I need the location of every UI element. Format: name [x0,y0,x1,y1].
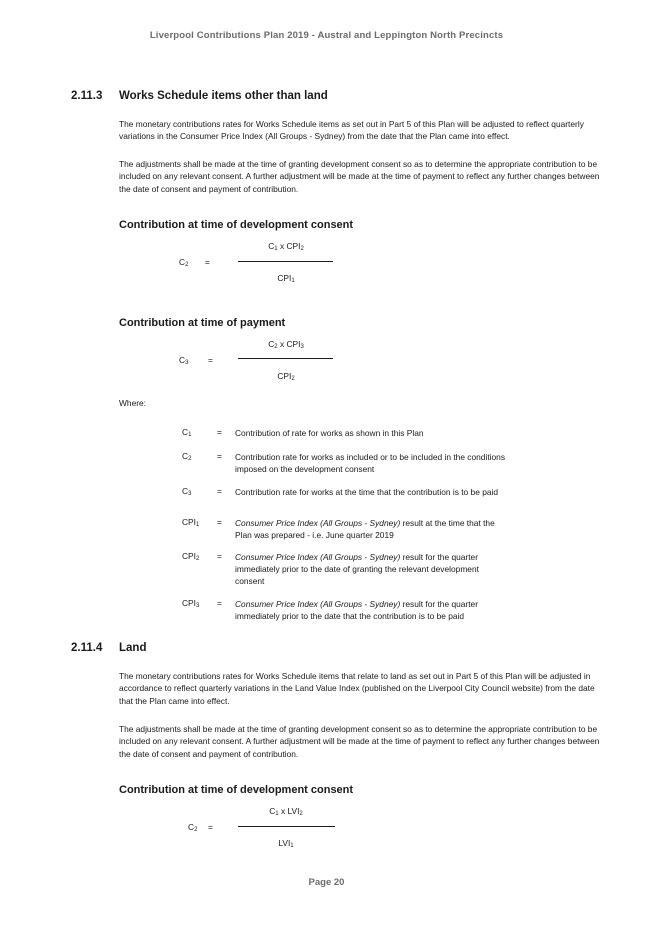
definition-symbol: $C_1$ [182,427,192,438]
formula-numerator: $C_1$ x $LVI_2$ [269,806,303,817]
definition-symbol: $C_2$ [182,451,192,462]
formula-equals: = [208,822,213,832]
formula-numerator: $C_1$ x $CPI_2$ [268,241,304,252]
definition-text: Consumer Price Index (All Groups - Sydney) result for the quarter immediately prior to the date of granting the relevant development consent [235,552,479,587]
definition-text: Contribution rate for works as included or to be included in the conditions imposed on the development consent [235,452,506,475]
formula-equals: = [205,257,210,267]
fraction-line [238,826,335,827]
paragraph: The monetary contributions rates for Works Schedule items that relate to land as set out in Part 5 of this Plan will be adjusted in accordance to reflect quarterly variations in the Land Value Index (published on the Liverpool City Council website) from the date that the Plan came into effect. [119,671,595,706]
definition-text: Consumer Price Index (All Groups - Sydney) result at the time that the Plan was prepared - i.e. June quarter 2019 [235,518,495,541]
definition-text: Contribution of rate for works as shown in this Plan [235,428,424,438]
formula-lhs: $C_3$ [179,355,189,366]
definition-symbol: $CPI_2$ [182,551,200,562]
definition-equals: = [217,598,222,608]
paragraph: The adjustments shall be made at the time of granting development consent so as to determine the appropriate contribution to be included on any relevant consent. A further adjustment will be made at the time of payment to reflect any further changes between the date of consent and payment of contribution. [119,724,600,759]
definition-equals: = [217,517,222,527]
definition-text: Consumer Price Index (All Groups - Sydney) result for the quarter immediately prior to the date that the contribution is to be paid [235,599,478,622]
section-number: 2.11.4 [71,642,103,654]
definition-equals: = [217,486,222,496]
formula-lhs: $C_2$ [179,257,189,268]
subheading: Contribution at time of payment [119,317,286,329]
formula-denominator: $LVI_1$ [278,838,294,849]
subheading: Contribution at time of development consent [119,784,354,796]
where-label: Where: [119,398,146,408]
formula-numerator: $C_2$ x $CPI_3$ [268,339,304,350]
paragraph: The monetary contributions rates for Works Schedule items as set out in Part 5 of this Plan will be adjusted to reflect quarterly variations in the Consumer Price Index (All Groups - Sydney) from the date that the Plan came into effect. [119,119,584,142]
definition-equals: = [217,427,222,437]
page-header: Liverpool Contributions Plan 2019 - Austral and Leppington North Precincts [149,30,504,41]
fraction-line [238,358,333,359]
section-number: 2.11.3 [71,90,103,102]
section-title: Land [119,642,147,654]
definition-symbol: $CPI_1$ [182,517,200,528]
page-number: Page 20 [308,877,345,888]
subheading: Contribution at time of development consent [119,219,354,231]
definition-symbol: $C_3$ [182,486,192,497]
definition-equals: = [217,551,222,561]
formula-lhs: $C_2$ [188,822,198,833]
definition-symbol: $CPI_3$ [182,598,200,609]
formula-denominator: $CPI_1$ [277,273,295,284]
definition-equals: = [217,451,222,461]
definition-text: Contribution rate for works at the time that the contribution is to be paid [235,487,499,497]
formula-denominator: $CPI_2$ [277,371,295,382]
paragraph: The adjustments shall be made at the time of granting development consent so as to determine the appropriate contribution to be included on any relevant consent. A further adjustment will be made at the time of payment to reflect any further changes between the date of consent and payment of contribution. [119,159,600,194]
section-title: Works Schedule items other than land [119,90,328,102]
formula-equals: = [208,355,213,365]
fraction-line [238,261,333,262]
